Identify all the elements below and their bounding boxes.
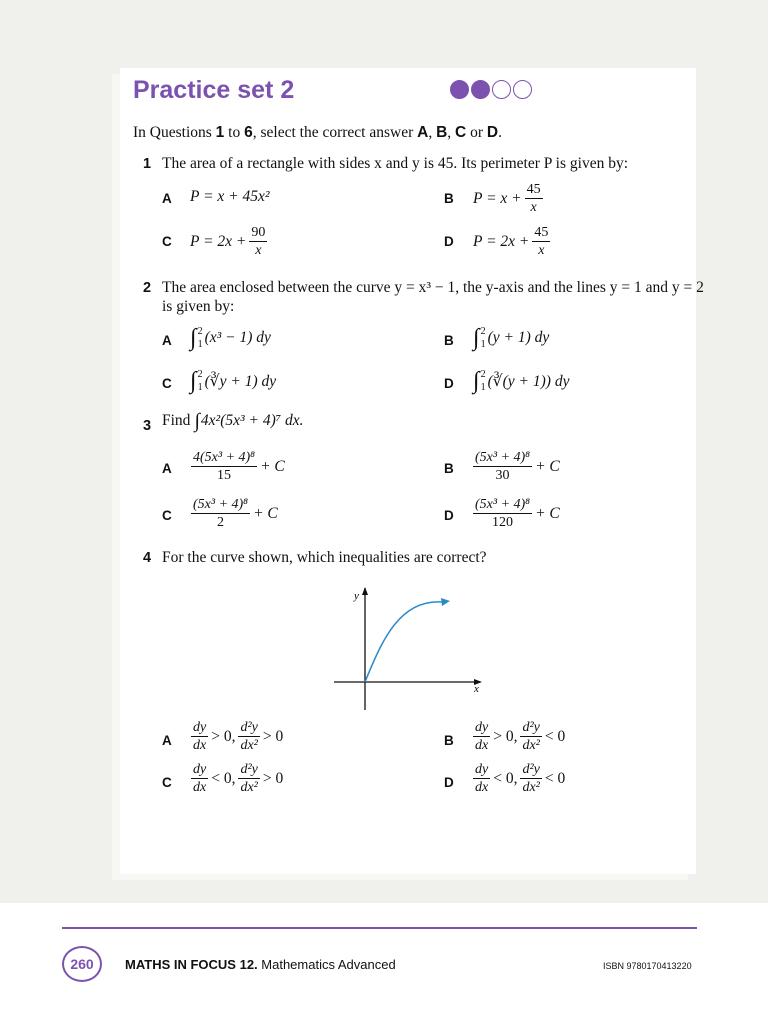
option-label: A — [162, 733, 172, 748]
option-expression: P = 2x + $\frac{90}{x}$ — [190, 225, 266, 258]
option-label: A — [162, 333, 172, 348]
option-expression: ∫ 2 1 (∛y + 1) dy — [190, 368, 277, 394]
footer-divider — [62, 927, 697, 929]
option-expression: $\frac{\text{4(5x³ + 4)⁸}}{15}$ + C — [193, 450, 285, 483]
difficulty-dot-filled — [450, 80, 469, 99]
option-label: D — [444, 775, 454, 790]
option-label: C — [162, 775, 172, 790]
option-label: D — [444, 234, 454, 249]
option-expression: $\frac{\text{(5x³ + 4)⁸}}{2}$ + C — [193, 497, 278, 530]
option-expression: $\frac{dy}{dx}$ > 0, $\frac{\text{d²y}}{\text{dx²}}$ > 0 — [193, 720, 284, 753]
option-label: B — [444, 333, 454, 348]
instructions: In Questions 1 to 6, select the correct answer A, B, C or D. — [133, 124, 502, 141]
option-label: A — [162, 191, 172, 206]
curve-graph — [330, 585, 490, 715]
option-label: B — [444, 733, 454, 748]
question-text: is given by: — [162, 298, 235, 315]
question-number: 2 — [143, 280, 152, 296]
option-expression: $\frac{\text{(5x³ + 4)⁸}}{30}$ + C — [475, 450, 560, 483]
question-text: For the curve shown, which inequalities are correct? — [162, 549, 487, 566]
option-label: A — [162, 461, 172, 476]
page-number: 260 — [62, 946, 102, 982]
difficulty-dot-filled — [471, 80, 490, 99]
question-number: 1 — [143, 156, 152, 172]
difficulty-indicator — [450, 80, 532, 99]
option-expression: $\frac{dy}{dx}$ > 0, $\frac{\text{d²y}}{\text{dx²}}$ < 0 — [475, 720, 566, 753]
y-axis-arrow — [362, 587, 368, 595]
option-expression: P = x + $\frac{45}{x}$ — [473, 182, 541, 215]
option-expression: ∫ 2 1 (x³ − 1) dy — [190, 325, 271, 351]
option-label: D — [444, 508, 454, 523]
difficulty-dot-empty — [513, 80, 532, 99]
option-expression: ∫ 2 1 (y + 1) dy — [473, 325, 550, 351]
option-expression: ∫ 2 1 (∛(y + 1)) dy — [473, 368, 570, 394]
option-label: B — [444, 461, 454, 476]
page-title: Practice set 2 — [133, 76, 295, 104]
book-title: MATHS IN FOCUS 12. Mathematics Advanced — [125, 957, 396, 972]
question-text: Find ∫ 4x²(5x³ + 4)⁷ dx. — [162, 410, 304, 432]
option-label: D — [444, 376, 454, 391]
option-label: C — [162, 234, 172, 249]
difficulty-dot-empty — [492, 80, 511, 99]
option-expression: $\frac{dy}{dx}$ < 0, $\frac{\text{d²y}}{\text{dx²}}$ > 0 — [193, 762, 284, 795]
y-axis-label: y — [354, 590, 359, 602]
option-label: C — [162, 508, 172, 523]
option-label: B — [444, 191, 454, 206]
question-text: The area enclosed between the curve y = x³ − 1, the y-axis and the lines y = 1 and y = 2 — [162, 279, 704, 296]
option-expression: $\frac{\text{(5x³ + 4)⁸}}{120}$ + C — [475, 497, 560, 530]
curve — [365, 602, 442, 682]
option-expression: $\frac{dy}{dx}$ < 0, $\frac{\text{d²y}}{\text{dx²}}$ < 0 — [475, 762, 566, 795]
option-label: C — [162, 376, 172, 391]
x-axis-label: x — [474, 683, 479, 695]
isbn: ISBN 9780170413220 — [603, 961, 692, 971]
question-number: 4 — [143, 550, 152, 566]
option-expression: P = x + 45x² — [190, 188, 270, 205]
curve-arrow — [441, 598, 450, 606]
question-text: The area of a rectangle with sides x and y is 45. Its perimeter P is given by: — [162, 155, 629, 172]
option-expression: P = 2x + $\frac{45}{x}$ — [473, 225, 549, 258]
question-number: 3 — [143, 418, 152, 434]
